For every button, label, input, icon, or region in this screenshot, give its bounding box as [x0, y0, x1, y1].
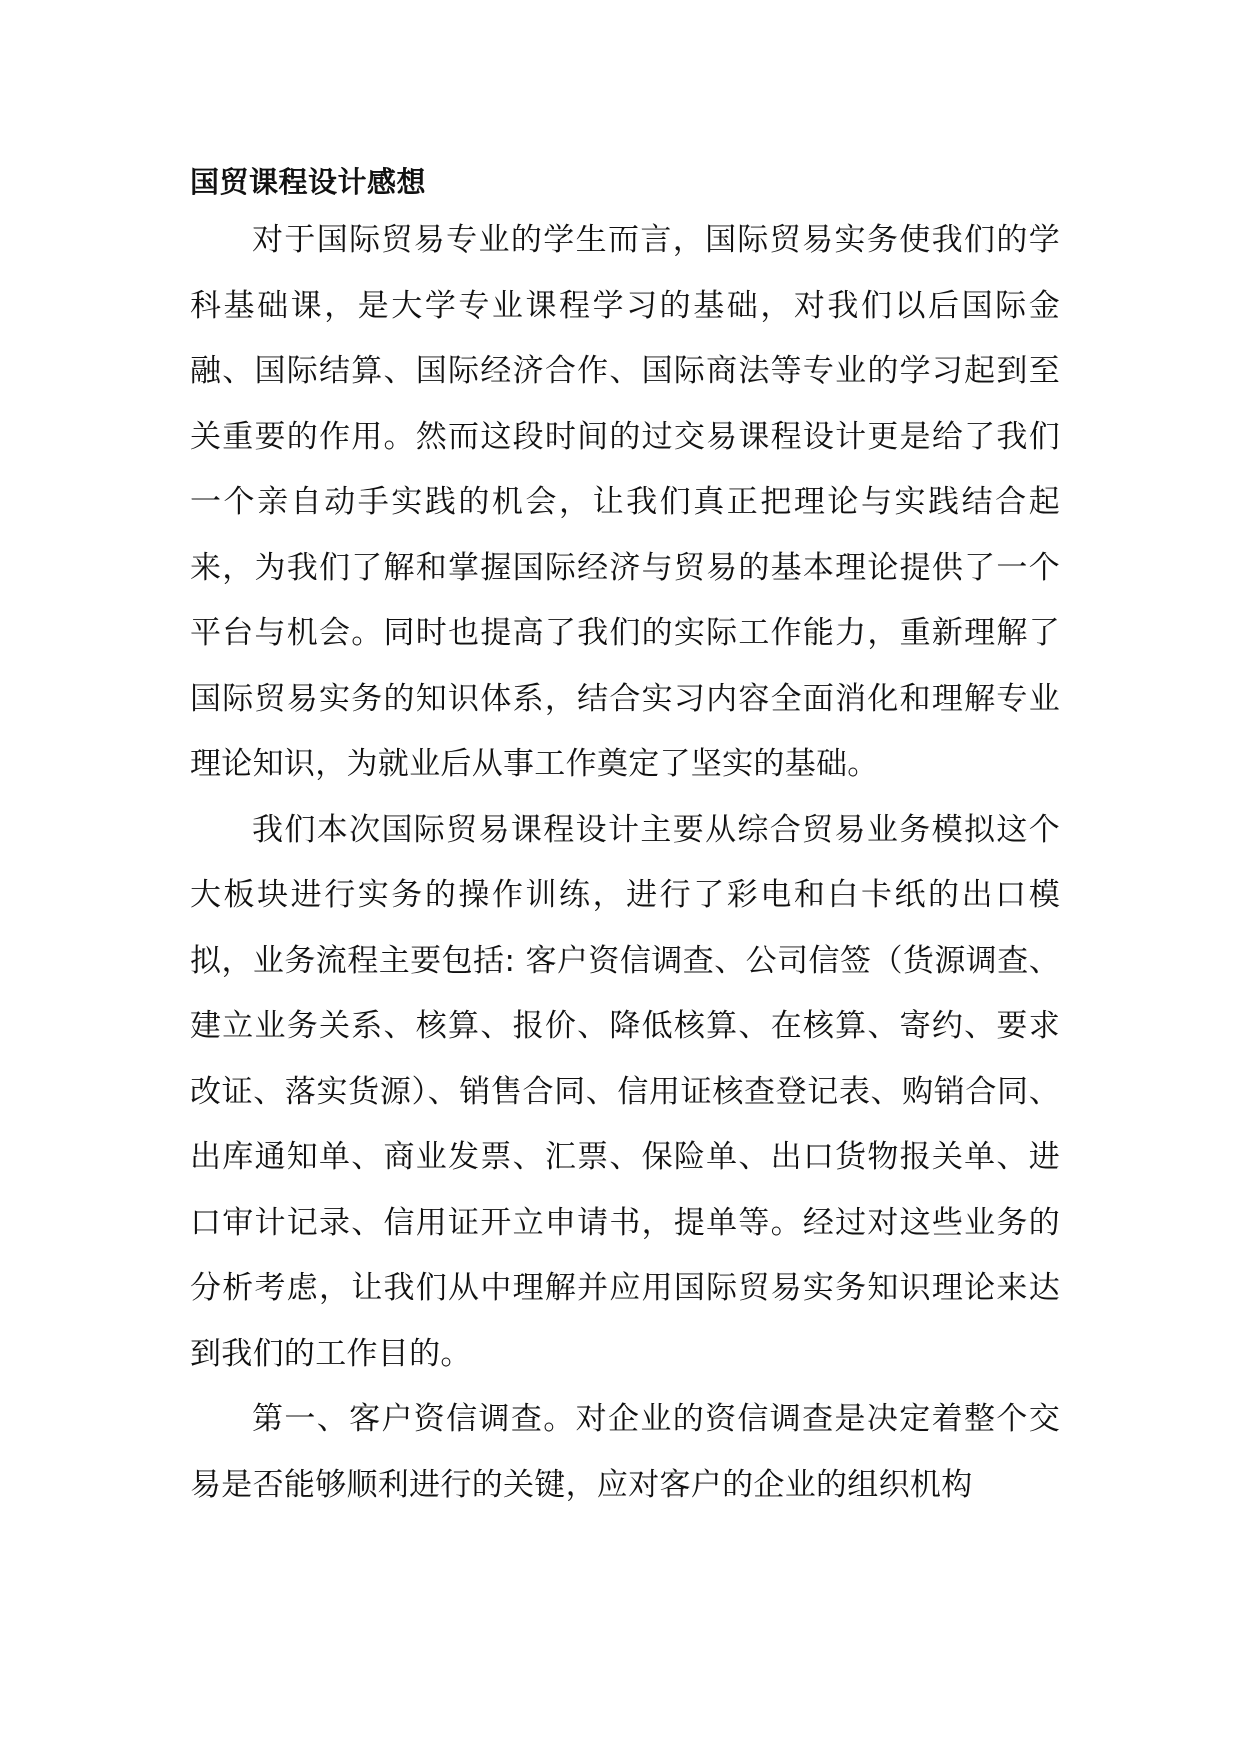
document-body: [190, 160, 1060, 1518]
paragraph-customer-credit: 第一、客户资信调查。对企业的资信调查是决定着整个交易是否能够顺利进行的关键，应对客户的企业的组织机构: [190, 1401, 1060, 1503]
paragraph-course-content: 我们本次国际贸易课程设计主要从综合贸易业务模拟这个大板块进行实务的操作训练，进行了彩电和白卡纸的出口模拟，业务流程主要包括: 客户资信调查、公司信签（货源调查、建立业务关系、核算、报价、降低核算、在核算、寄约、要求改证、落实货源）、销售合同、信用证核查登记表、购销合同、出库通知单、商业发票、汇票、保险单、出口货物报关单、进口审计记录、信用证开立申请书，提单等。经过对这些业务的分析考虑，让我们从中理解并应用国际贸易实务知识理论来达到我们的工作目的。: [190, 811, 1060, 1372]
paragraph-intro: 对于国际贸易专业的学生而言，国际贸易实务使我们的学科基础课，是大学专业课程学习的基础，对我们以后国际金融、国际结算、国际经济合作、国际商法等专业的学习起到至关重要的作用。然而这段时间的过交易课程设计更是给了我们一个亲自动手实践的机会，让我们真正把理论与实践结合起来，为我们了解和掌握国际经济与贸易的基本理论提供了一个平台与机会。同时也提高了我们的实际工作能力，重新理解了国际贸易实务的知识体系，结合实习内容全面消化和理解专业理论知识，为就业后从事工作奠定了坚实的基础。: [190, 222, 1060, 782]
document-title: 国贸课程设计感想: [190, 165, 427, 199]
